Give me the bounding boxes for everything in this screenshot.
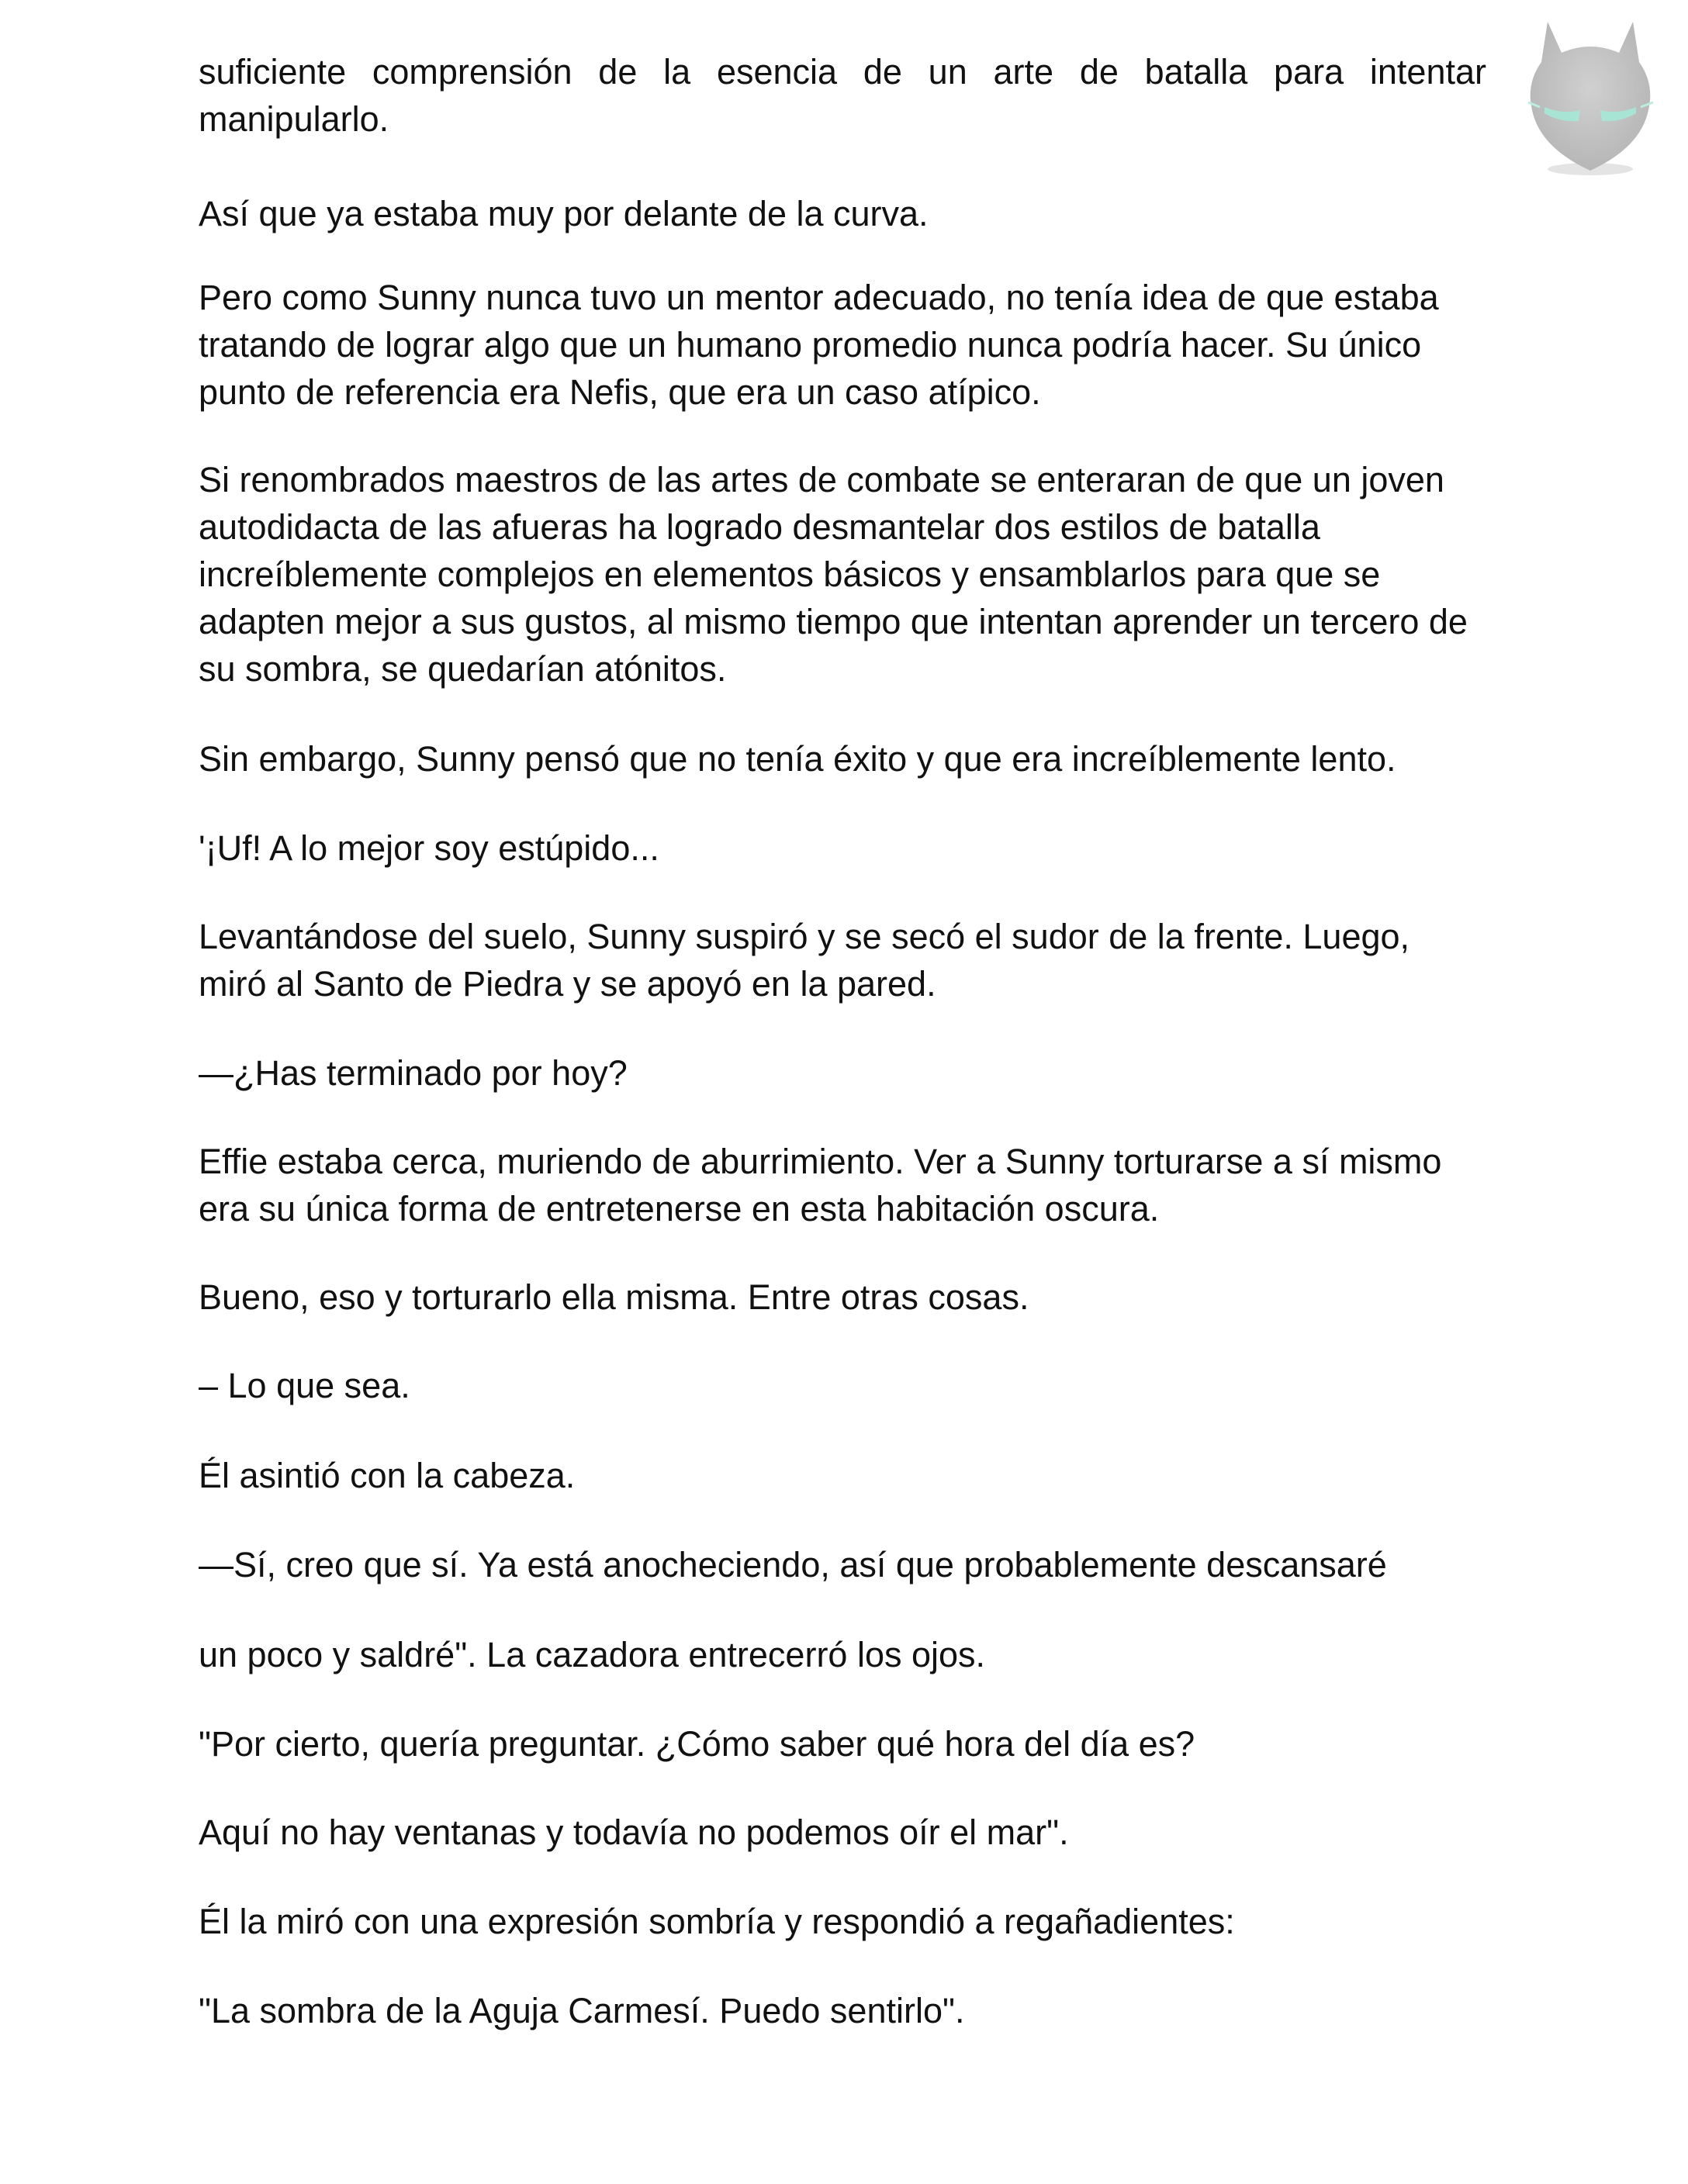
paragraph: —¿Has terminado por hoy? [199, 1053, 628, 1093]
paragraph: Sin embargo, Sunny pensó que no tenía éxito y que era increíblemente lento. [199, 739, 1396, 779]
paragraph: '¡Uf! A lo mejor soy estúpido... [199, 828, 659, 868]
paragraph: Bueno, eso y torturarlo ella misma. Entre otras cosas. [199, 1277, 1029, 1317]
paragraph: suficiente comprensión de la esencia de un arte de batalla para intentar manipularlo. [199, 52, 1486, 139]
paragraph: Effie estaba cerca, muriendo de aburrimiento. Ver a Sunny torturarse a sí mismo era su única forma de entretenerse en esta habitación oscura. [199, 1142, 1442, 1228]
paragraph: "Por cierto, quería preguntar. ¿Cómo saber qué hora del día es? [199, 1724, 1195, 1764]
paragraph: – Lo que sea. [199, 1366, 410, 1405]
paragraph: Levantándose del suelo, Sunny suspiró y se secó el sudor de la frente. Luego, miró al Santo de Piedra y se apoyó en la pared. [199, 917, 1410, 1004]
paragraph: Aquí no hay ventanas y todavía no podemos oír el mar". [199, 1813, 1069, 1852]
paragraph: Pero como Sunny nunca tuvo un mentor adecuado, no tenía idea de que estaba tratando de lograr algo que un humano promedio nunca podría hacer. Su único punto de referencia era Nefis, que era un caso atípico. [199, 278, 1439, 412]
paragraph: —Sí, creo que sí. Ya está anocheciendo, así que probablemente descansaré [199, 1545, 1387, 1584]
paragraph: Así que ya estaba muy por delante de la curva. [199, 194, 929, 233]
demon-head-logo-icon [1517, 16, 1664, 182]
paragraph: "La sombra de la Aguja Carmesí. Puedo sentirlo". [199, 1991, 965, 2030]
paragraph: Él asintió con la cabeza. [199, 1456, 576, 1495]
paragraph: Si renombrados maestros de las artes de combate se enteraran de que un joven autodidacta de las afueras ha logrado desmantelar dos estilos de batalla increíblemente complejos en elementos básicos y ensamblarlos para que se adapten mejor a sus gustos, al mismo tiempo que intentan aprender un tercero de su sombra, se quedarían atónitos. [199, 460, 1468, 689]
paragraph: un poco y saldré". La cazadora entrecerró los ojos. [199, 1635, 986, 1674]
paragraph: Él la miró con una expresión sombría y respondió a regañadientes: [199, 1902, 1235, 1941]
